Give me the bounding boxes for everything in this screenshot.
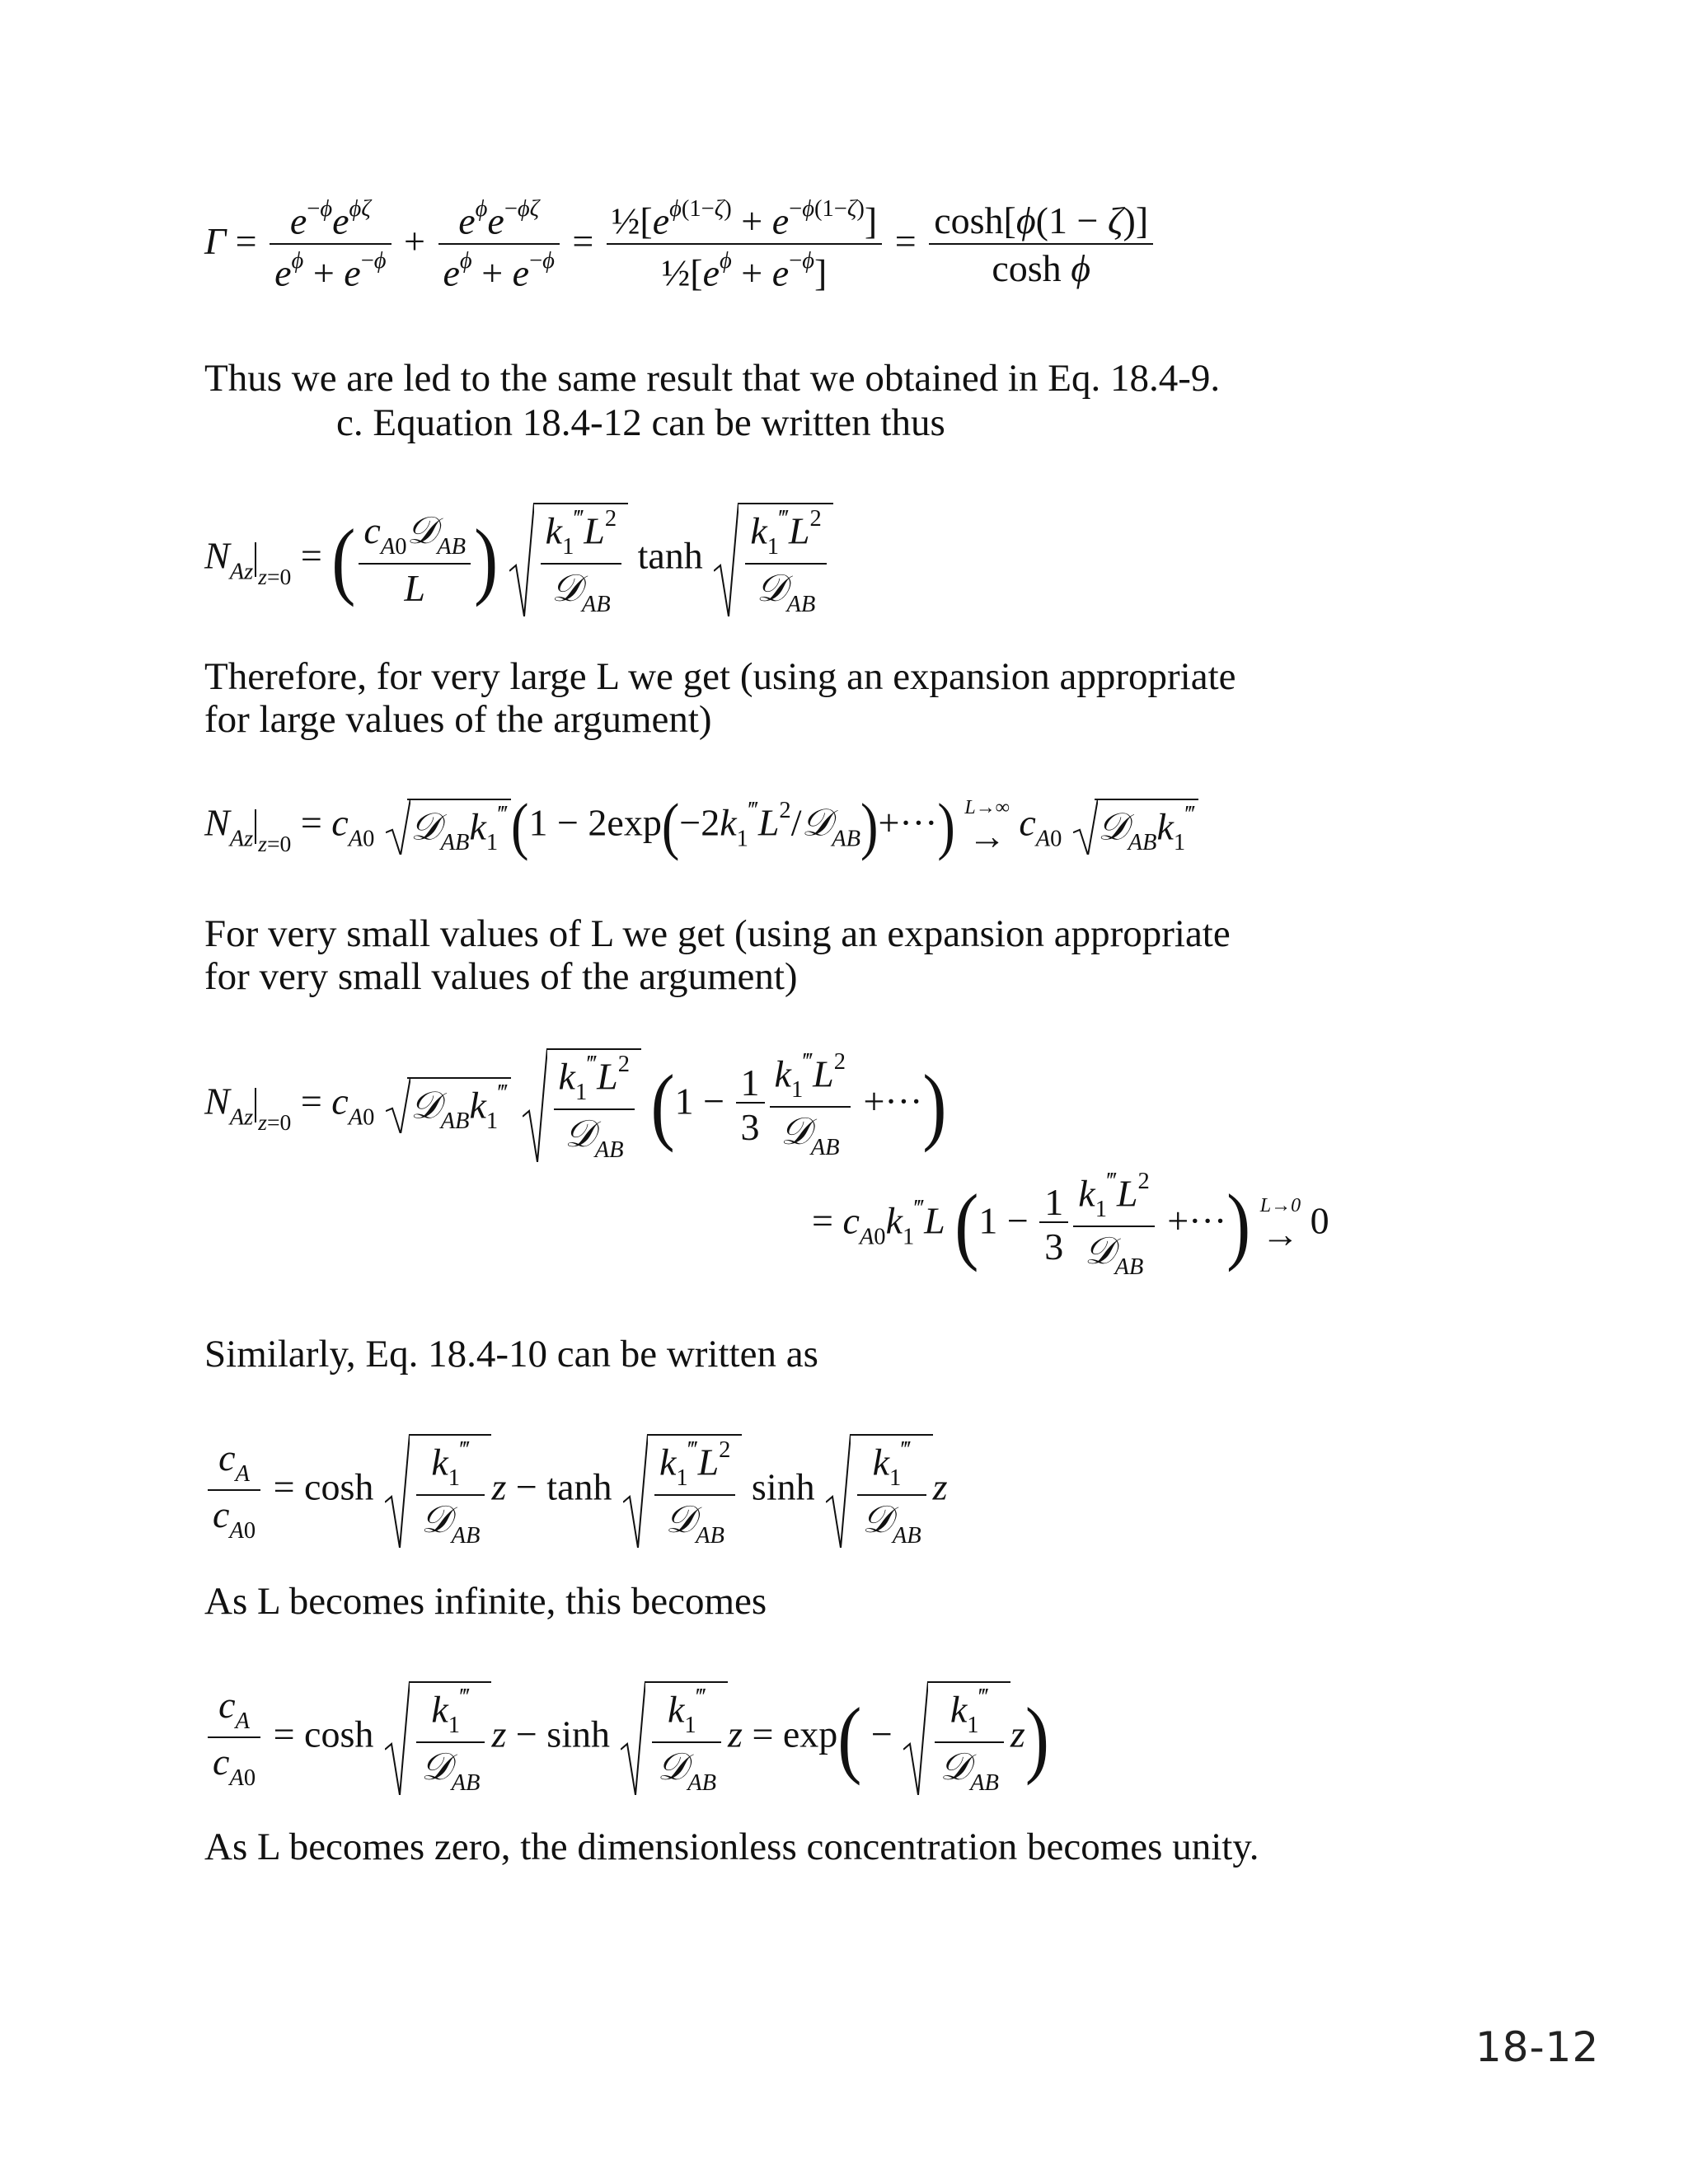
equation-gamma: Γ = $\frac{e^{-\phi}e^{\phi\zeta}}{e^\phi + e^{-\phi}}$ + $\frac{e^\phi e^{-\phi\zeta}}{e^\phi + e^{-\phi}}$ = $\frac{\frac{1}{2}[e^{\phi(1-\zeta)} + e^{-\phi(1-\zeta)}]}{\frac{1}{2}[e^\phi + e^{-\phi}]}$ = $\frac{\cosh[\phi(1 - \zeta)]}{\text{cosh ϕ}}$ [204, 198, 1156, 293]
equation-infinite-L: $\frac{c_A}{c_{A0}}$ = cosh $\frac{k_1^‴}{𝒟_{AB}}$ z − sinh $\frac{k_1^‴}{𝒟_{AB}}$ z = exp( − $\frac{k_1^‴}{𝒟_{AB}}$ z) [204, 1681, 1049, 1795]
text-line-4a: For very small values of L we get (using an expansion appropriate [204, 912, 1231, 955]
text-line-4b: for very small values of the argument) [204, 955, 798, 998]
equation-large-L: $N_{Az}$ $_{z=0} = c_{A0}$ $𝒟_{AB}k_1^‴(1$ − $2\exp(-2k_1^‴L^2/𝒟_{AB})+\cdot\cdot\cdot$) L→∞ → $c_{A0}$ $𝒟_{AB}k_1^‴$ [204, 798, 1198, 855]
equation-small-L: $N_{Az}$ $_{z=0} = c_{A0}$ $𝒟_{AB}k_1^‴$ $\frac{k_1^‴L^2}{𝒟_{AB}}$ (1 − $\frac{1}{3}$ $\frac{k_1^‴L^2}{𝒟_{AB}}$ +···) [204, 1049, 947, 1163]
text-line-2: c. Equation 18.4-12 can be written thus [336, 401, 945, 444]
page-number: 18-12 [1475, 2023, 1600, 2071]
text-line-5: Similarly, Eq. 18.4-10 can be written as [204, 1333, 818, 1376]
text-line-7: As L becomes zero, the dimensionless concentration becomes unity. [204, 1825, 1259, 1868]
text-line-6: As L becomes infinite, this becomes [204, 1580, 767, 1623]
text-line-3a: Therefore, for very large L we get (using an expansion appropriate [204, 655, 1236, 698]
text-line-3b: for large values of the argument) [204, 698, 712, 741]
text-line-1: Thus we are led to the same result that we obtained in Eq. 18.4-9. [204, 357, 1221, 400]
equation-concentration-profile: $\frac{c_A}{c_{A0}}$ = cosh $\frac{k_1^‴}{𝒟_{AB}}$ z − tanh $\frac{k_1^‴L^2}{𝒟_{AB}}$ sinh $\frac{k_1^‴}{𝒟_{AB}}$ z [204, 1434, 948, 1548]
equation-small-L-limit: = $c_{A0}k_1^‴L$ (1 − $\frac{1}{3}$ $\frac{k_1^‴L^2}{𝒟_{AB}}$ +···) L→0 → 0 [812, 1169, 1329, 1280]
equation-flux-tanh: $N_{Az}$ $_{z=0}$ = ( $\frac{c_{A0}𝒟_{AB}}{L}$ ) $\frac{k_1^‴L^2}{𝒟_{AB}}$ tanh $\frac{k_1^‴L^2}{𝒟_{AB}}$ [204, 503, 833, 616]
